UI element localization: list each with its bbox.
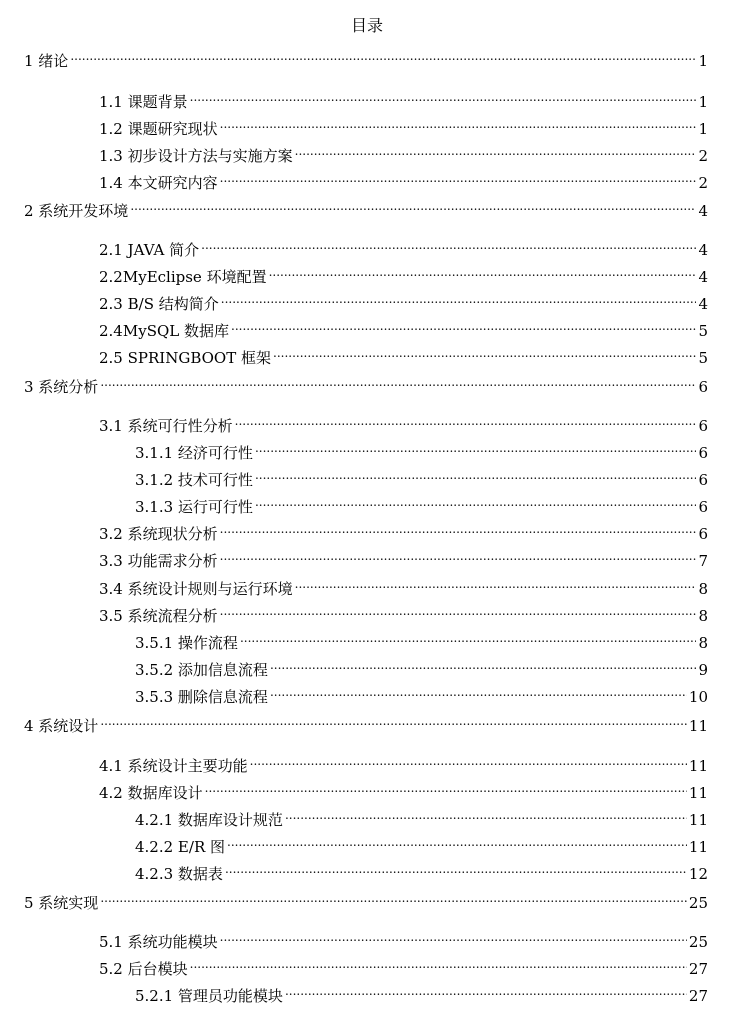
toc-entry-label: 1.2 课题研究现状 [99,120,218,138]
toc-leader [240,626,697,648]
toc-entry-chapter-3[interactable] [24,370,708,396]
toc-page-number: 6 [698,525,708,543]
toc-entry-3-3[interactable] [99,544,708,570]
toc-entry-label: 3.5.1 操作流程 [135,634,238,652]
toc-entry-label: 3.4 系统设计规则与运行环境 [99,580,293,598]
toc-leader [295,139,697,161]
toc-leader [205,776,687,798]
toc-entry-1-3[interactable] [99,139,708,165]
toc-page-number: 6 [698,498,708,516]
toc-page-number: 6 [698,417,708,435]
toc-entry-3-2[interactable] [99,517,708,543]
toc-leader [269,260,697,282]
toc-entry-4-2-2[interactable] [135,830,708,856]
toc-page-number: 27 [688,987,708,1005]
toc-page-number: 27 [688,960,708,978]
toc-entry-3-1-2[interactable] [135,463,708,489]
toc-entry-label: 2.2MyEclipse 环境配置 [99,268,267,286]
toc-page-number: 5 [698,322,708,340]
toc-entry-1-2[interactable] [99,112,708,138]
toc-page-number: 2 [698,147,708,165]
toc-page-number: 4 [698,268,708,286]
toc-leader [130,194,696,216]
toc-entry-3-1-1[interactable] [135,436,708,462]
toc-page-number: 11 [688,757,708,775]
toc-entry-label: 4.2.1 数据库设计规范 [135,811,283,829]
toc-leader [270,680,687,702]
toc-entry-5-2[interactable] [99,952,708,978]
toc-entry-3-5-2[interactable] [135,653,708,679]
toc-page-number: 11 [688,811,708,829]
toc-entry-label: 3.5 系统流程分析 [99,607,218,625]
toc-entry-label: 5 系统实现 [24,894,99,912]
toc-page-number: 6 [698,378,708,396]
toc-entry-label: 4 系统设计 [24,717,99,735]
toc-leader [190,952,687,974]
toc-entry-3-5-3[interactable] [135,680,708,706]
toc-entry-label: 3.3 功能需求分析 [99,552,218,570]
toc-leader [220,925,687,947]
toc-leader [227,830,687,852]
toc-page-number: 4 [698,202,708,220]
toc-leader [100,370,696,392]
toc-entry-chapter-4[interactable] [24,709,708,735]
toc-leader [100,886,687,908]
toc-leader [255,463,697,485]
toc-entry-3-1[interactable] [99,409,708,435]
toc-leader [220,599,697,621]
toc-entry-2-1[interactable] [99,233,708,259]
toc-entry-label: 3.5.2 添加信息流程 [135,661,268,679]
toc-entry-4-2[interactable] [99,776,708,802]
toc-entry-label: 4.2 数据库设计 [99,784,203,802]
toc-entry-chapter-1[interactable] [24,44,708,70]
toc-page-number: 25 [688,894,708,912]
toc-entry-3-4[interactable] [99,572,708,598]
toc-entry-5-2-1[interactable] [135,979,708,1005]
toc-page-number: 5 [698,349,708,367]
toc-leader [220,517,697,539]
toc-leader [100,709,687,731]
toc-entry-3-5-1[interactable] [135,626,708,652]
toc-page-number: 10 [688,688,708,706]
toc-title: 目录 [350,16,383,35]
toc-leader [220,544,697,566]
toc-page-number: 1 [698,93,708,111]
toc-entry-label: 3.5.3 删除信息流程 [135,688,268,706]
toc-entry-label: 5.2.1 管理员功能模块 [135,987,283,1005]
toc-entry-chapter-2[interactable] [24,194,708,220]
toc-leader [255,436,697,458]
toc-entry-label: 2.1 JAVA 简介 [99,241,200,259]
toc-leader [235,409,697,431]
toc-page-number: 11 [688,838,708,856]
toc-entry-label: 3.1.3 运行可行性 [135,498,253,516]
toc-page-number: 8 [698,580,708,598]
toc-entry-label: 5.2 后台模块 [99,960,188,978]
toc-entry-label: 3.1.1 经济可行性 [135,444,253,462]
toc-entry-label: 4.2.3 数据表 [135,865,223,883]
toc-entry-1-4[interactable] [99,166,708,192]
toc-entry-label: 4.1 系统设计主要功能 [99,757,248,775]
toc-page-number: 4 [698,241,708,259]
toc-entry-4-2-3[interactable] [135,857,708,883]
toc-entry-4-1[interactable] [99,749,708,775]
toc-leader [220,112,697,134]
toc-entry-4-2-1[interactable] [135,803,708,829]
toc-entry-1-1[interactable] [99,85,708,111]
toc-leader [295,572,697,594]
toc-entry-label: 2.5 SPRINGBOOT 框架 [99,349,271,367]
toc-entry-2-4[interactable] [99,314,708,340]
toc-entry-chapter-5[interactable] [24,886,708,912]
toc-leader [70,44,696,66]
toc-entry-label: 3 系统分析 [24,378,99,396]
toc-entry-label: 2 系统开发环境 [24,202,129,220]
toc-entry-label: 5.1 系统功能模块 [99,933,218,951]
toc-entry-label: 2.4MySQL 数据库 [99,322,229,340]
toc-leader [220,166,697,188]
toc-page-number: 7 [698,552,708,570]
toc-entry-label: 1.1 课题背景 [99,93,188,111]
toc-entry-3-1-3[interactable] [135,490,708,516]
toc-page-number: 2 [698,174,708,192]
toc-leader [190,85,697,107]
toc-entry-5-1[interactable] [99,925,708,951]
toc-page-number: 8 [698,634,708,652]
toc-leader [285,979,687,1001]
toc-entry-label: 4.2.2 E/R 图 [135,838,226,856]
toc-leader [285,803,687,825]
toc-entry-2-2[interactable] [99,260,708,286]
toc-leader [201,233,696,255]
toc-page-number: 1 [698,120,708,138]
toc-leader [270,653,697,675]
toc-entry-label: 3.2 系统现状分析 [99,525,218,543]
toc-page-number: 11 [688,784,708,802]
toc-page-number: 4 [698,295,708,313]
toc-page-number: 6 [698,444,708,462]
toc-entry-2-3[interactable] [99,287,708,313]
toc-page-number: 11 [688,717,708,735]
toc-entry-label: 2.3 B/S 结构简介 [99,295,219,313]
toc-page-number: 9 [698,661,708,679]
toc-entry-label: 1.4 本文研究内容 [99,174,218,192]
toc-page-number: 25 [688,933,708,951]
toc-entry-label: 3.1 系统可行性分析 [99,417,233,435]
toc-page-number: 1 [698,52,708,70]
toc-leader [250,749,687,771]
toc-entry-label: 3.1.2 技术可行性 [135,471,253,489]
toc-page-number: 6 [698,471,708,489]
toc-page-number: 8 [698,607,708,625]
toc-entry-label: 1.3 初步设计方法与实施方案 [99,147,293,165]
toc-leader [231,314,696,336]
toc-page-number: 12 [688,865,708,883]
toc-leader [255,490,697,512]
toc-leader [225,857,687,879]
toc-entry-2-5[interactable] [99,341,708,367]
toc-leader [221,287,697,309]
toc-entry-label: 1 绪论 [24,52,69,70]
toc-entry-3-5[interactable] [99,599,708,625]
toc-leader [273,341,696,363]
